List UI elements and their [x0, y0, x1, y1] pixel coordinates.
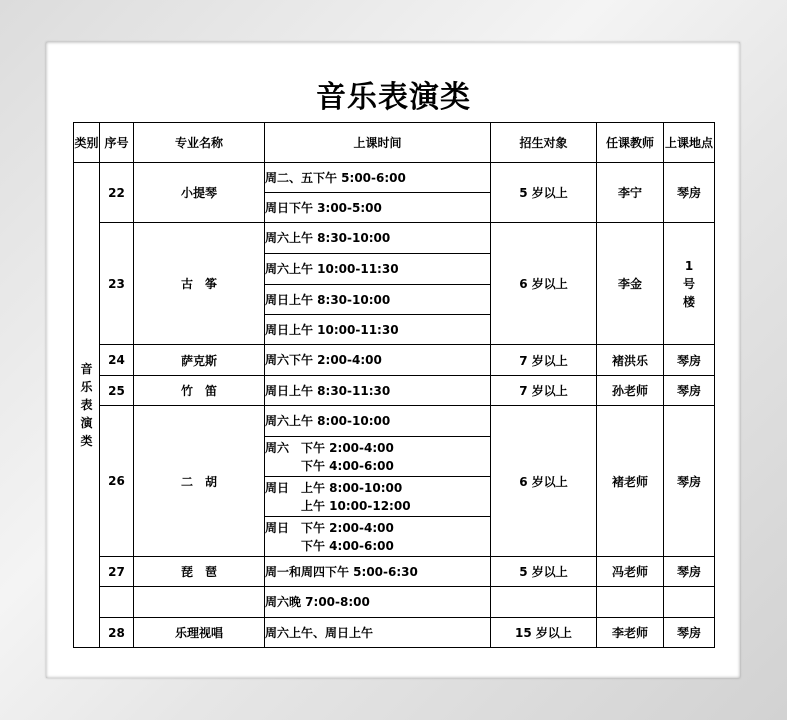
time-cell	[265, 223, 491, 254]
time-cell	[265, 376, 491, 406]
header-target: 招生对象	[491, 123, 597, 163]
location-cell: 琴房	[664, 406, 715, 557]
header-location: 上课地点	[664, 123, 715, 163]
location-cell: 琴房	[664, 163, 715, 223]
major-cell	[134, 587, 265, 618]
teacher-cell: 褚洪乐	[597, 345, 664, 376]
seq-cell	[100, 587, 134, 618]
time-text: 周六 下午 2:00-4:00	[265, 440, 394, 455]
location-text: 1号楼	[682, 258, 695, 309]
major-cell: 竹 笛	[134, 376, 265, 406]
teacher-cell: 褚老师	[597, 406, 664, 557]
major-cell: 乐理视唱	[134, 618, 265, 648]
time-cell	[265, 557, 491, 587]
teacher-cell: 李金	[597, 223, 664, 345]
schedule-body	[74, 163, 715, 648]
table-row	[74, 406, 715, 437]
time-cell	[265, 315, 491, 345]
location-cell: 琴房	[664, 618, 715, 648]
table-row	[74, 345, 715, 376]
teacher-cell	[597, 587, 664, 618]
header-teacher: 任课教师	[597, 123, 664, 163]
major-cell: 古 筝	[134, 223, 265, 345]
time-text: 周二、五下午 5:00-6:00	[265, 170, 406, 185]
time-cell	[265, 477, 491, 517]
table-row	[74, 376, 715, 406]
time-text: 周六上午、周日上午	[265, 625, 374, 640]
target-cell: 6 岁以上	[491, 406, 597, 557]
seq-cell: 28	[100, 618, 134, 648]
target-cell: 5 岁以上	[491, 163, 597, 223]
time-text: 周一和周四下午 5:00-6:30	[265, 564, 418, 579]
time-text: 周日 上午 8:00-10:00	[265, 480, 403, 495]
header-time: 上课时间	[265, 123, 491, 163]
seq-cell: 24	[100, 345, 134, 376]
header-row	[74, 123, 715, 163]
time-text: 周日 下午 2:00-4:00	[265, 520, 394, 535]
teacher-cell: 孙老师	[597, 376, 664, 406]
seq-cell: 22	[100, 163, 134, 223]
major-cell: 琵 琶	[134, 557, 265, 587]
major-cell: 二 胡	[134, 406, 265, 557]
time-text: 周六下午 2:00-4:00	[265, 353, 382, 367]
location-cell	[664, 587, 715, 618]
major-cell: 小提琴	[134, 163, 265, 223]
major-cell: 萨克斯	[134, 345, 265, 376]
time-text: 下午 4:00-6:00	[265, 538, 394, 553]
target-cell: 7 岁以上	[491, 376, 597, 406]
location-cell: 琴房	[664, 557, 715, 587]
location-cell: 琴房	[664, 376, 715, 406]
time-cell	[265, 618, 491, 648]
time-cell	[265, 285, 491, 315]
time-cell	[265, 517, 491, 557]
target-cell: 15 岁以上	[491, 618, 597, 648]
category-label: 音 乐 表 演 类	[80, 362, 93, 448]
time-text: 周日上午 10:00-11:30	[265, 322, 399, 337]
time-cell	[265, 587, 491, 618]
schedule-table	[73, 122, 715, 648]
table-row	[74, 557, 715, 587]
time-cell	[265, 254, 491, 285]
time-cell	[265, 193, 491, 223]
target-cell: 5 岁以上	[491, 557, 597, 587]
seq-cell: 27	[100, 557, 134, 587]
target-cell: 7 岁以上	[491, 345, 597, 376]
teacher-cell: 李宁	[597, 163, 664, 223]
time-text: 周日上午 8:30-10:00	[265, 292, 391, 307]
table-row	[74, 587, 715, 618]
location-cell	[664, 223, 715, 345]
time-text: 周六晚 7:00-8:00	[265, 595, 370, 609]
header-seq: 序号	[100, 123, 134, 163]
header-category: 类别	[74, 123, 100, 163]
seq-cell: 26	[100, 406, 134, 557]
table-row	[74, 163, 715, 193]
teacher-cell: 冯老师	[597, 557, 664, 587]
target-cell	[491, 587, 597, 618]
time-cell	[265, 406, 491, 437]
category-cell	[74, 163, 100, 648]
time-text: 周六上午 8:30-10:00	[265, 231, 391, 245]
time-cell	[265, 163, 491, 193]
time-text: 周六上午 10:00-11:30	[265, 262, 399, 276]
target-cell: 6 岁以上	[491, 223, 597, 345]
time-text: 周六上午 8:00-10:00	[265, 414, 391, 428]
time-text: 周日下午 3:00-5:00	[265, 200, 382, 215]
table-row	[74, 223, 715, 254]
location-cell: 琴房	[664, 345, 715, 376]
teacher-cell: 李老师	[597, 618, 664, 648]
seq-cell: 25	[100, 376, 134, 406]
page-title: 音乐表演类	[316, 80, 471, 115]
time-text: 周日上午 8:30-11:30	[265, 383, 391, 398]
time-cell	[265, 345, 491, 376]
time-text: 下午 4:00-6:00	[265, 458, 394, 473]
time-text: 上午 10:00-12:00	[265, 498, 411, 513]
header-major: 专业名称	[134, 123, 265, 163]
time-cell	[265, 437, 491, 477]
table-row	[74, 618, 715, 648]
seq-cell: 23	[100, 223, 134, 345]
